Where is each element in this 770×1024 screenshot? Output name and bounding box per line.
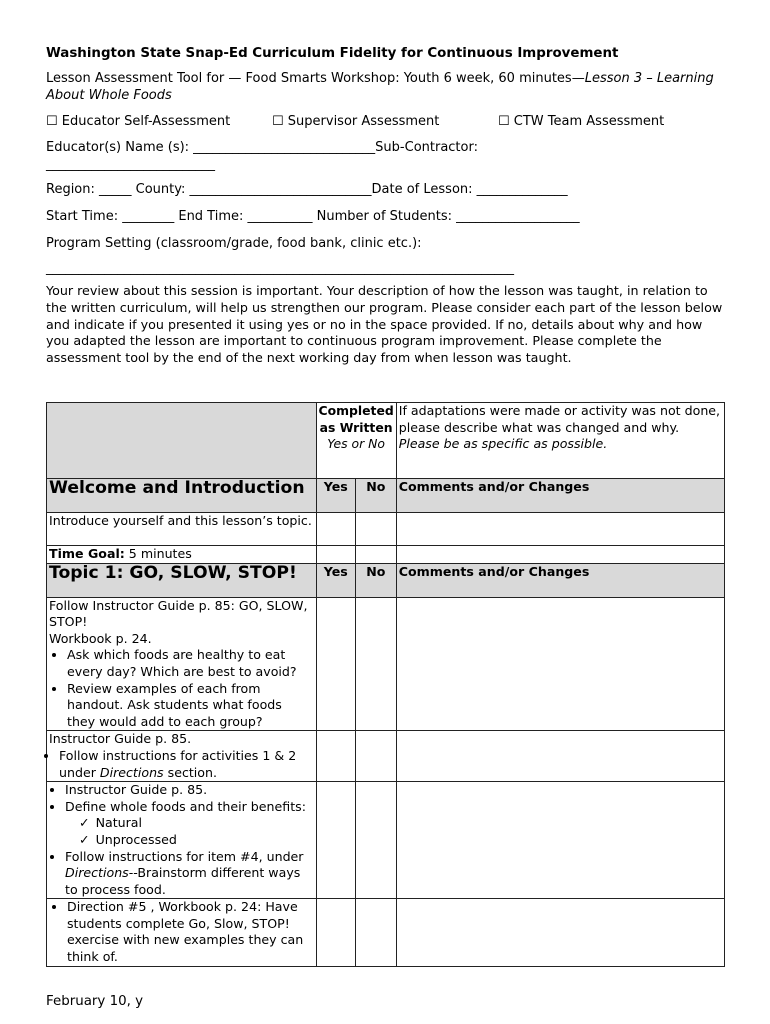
list-item: • Direction #5 , Workbook p. 24: Have students complete Go, Slow, STOP! exercise with new examples they can think of.	[67, 899, 314, 965]
list-item-text: --Brainstorm different ways to process food.	[65, 865, 301, 897]
list-item-text: Follow instructions for item #4, under	[65, 848, 304, 864]
supervisor-assessment-checkbox[interactable]: ☐ Supervisor Assessment	[272, 114, 440, 129]
lesson-description	[46, 70, 728, 104]
activity-bullets	[49, 748, 314, 781]
section-title-welcome: Welcome and Introduction	[47, 479, 317, 513]
section-header-welcome	[47, 479, 725, 513]
table-header-row	[47, 403, 725, 479]
list-item	[59, 748, 314, 781]
assessment-type-options	[46, 114, 728, 129]
check-item: ✓ Unprocessed	[95, 832, 314, 849]
yes-or-no-label: Yes or No	[327, 436, 385, 452]
comments-cell[interactable]	[396, 513, 724, 546]
activity-bullets	[49, 647, 314, 730]
header-blank-cell	[47, 403, 317, 479]
table-row	[47, 899, 725, 966]
table-row	[47, 546, 725, 564]
no-cell[interactable]	[355, 899, 396, 966]
lesson-title: Lesson 3 – Learning About Whole Foods	[46, 71, 714, 103]
program-setting-field[interactable]: ________________________________________________________________________	[46, 261, 514, 276]
time-goal	[47, 546, 317, 564]
educator-self-assessment-checkbox[interactable]: ☐ Educator Self-Assessment	[46, 114, 231, 129]
list-item	[65, 849, 314, 899]
yes-header: Yes	[316, 563, 355, 597]
no-cell[interactable]	[355, 546, 396, 564]
yes-cell[interactable]	[316, 597, 355, 731]
table-row	[47, 513, 725, 546]
activity-line: Instructor Guide p. 85.	[49, 731, 192, 747]
activity-bullets	[49, 782, 314, 898]
activity-line: Follow Instructor Guide p. 85: GO, SLOW, STOP!	[49, 597, 308, 630]
adaptations-italic: Please be as specific as possible.	[398, 436, 608, 452]
assessment-table	[46, 402, 725, 967]
document-title: Washington State Snap-Ed Curriculum Fidelity for Continuous Improvement	[46, 46, 619, 61]
ctw-team-assessment-checkbox[interactable]: ☐ CTW Team Assessment	[498, 114, 665, 129]
time-goal-label: Time Goal:	[49, 546, 125, 561]
activity-instructions-1-2	[47, 731, 317, 782]
program-setting-label: Program Setting (classroom/grade, food bank, clinic etc.):	[46, 236, 422, 251]
no-header: No	[355, 563, 396, 597]
no-cell[interactable]	[355, 782, 396, 899]
list-item-text: Follow instructions for activities 1 & 2 under	[59, 747, 297, 780]
no-cell[interactable]	[355, 597, 396, 731]
no-cell[interactable]	[355, 513, 396, 546]
activity-whole-foods	[47, 782, 317, 899]
yes-cell[interactable]	[316, 513, 355, 546]
comments-cell[interactable]	[396, 597, 724, 731]
activity-introduce: Introduce yourself and this lesson’s topic.	[47, 513, 317, 546]
comments-cell[interactable]	[396, 546, 724, 564]
list-item	[65, 799, 314, 849]
section-header-topic1	[47, 563, 725, 597]
completed-as-written-label: Completed as Written	[318, 403, 394, 435]
educator-name-field[interactable]	[46, 139, 728, 173]
completed-as-written-header	[316, 403, 396, 479]
yes-cell[interactable]	[316, 899, 355, 966]
list-item-text: Define whole foods and their benefits:	[65, 798, 306, 814]
list-item: • Review examples of each from handout. Ask students what foods they would add to each group?	[67, 681, 314, 731]
yes-cell[interactable]	[316, 546, 355, 564]
activity-line: Workbook p. 24.	[49, 630, 152, 646]
section-title-topic1: Topic 1: GO, SLOW, STOP!	[47, 563, 317, 597]
document-page	[46, 46, 728, 367]
list-item-italic: Directions	[65, 865, 129, 881]
comments-cell[interactable]	[396, 899, 724, 966]
table-row	[47, 782, 725, 899]
review-instructions: Your review about this session is important. Your description of how the lesson was taught, in relation to the written curriculum, will help us strengthen our program. Please consider each part of the lesson below and indicate if you presented it using yes or no in the space provided. If no, details about why and how you adapted the lesson are important to continuous program improvement. Please complete the assessment tool by the end of the next working day from when lesson was taught.	[46, 283, 723, 366]
lesson-prefix: Lesson Assessment Tool for — Food Smarts Workshop: Youth 6 week, 60 minutes—	[46, 71, 585, 86]
check-item: ✓ Natural	[95, 815, 314, 832]
comments-header: Comments and/or Changes	[396, 563, 724, 597]
yes-cell[interactable]	[316, 731, 355, 782]
educator-line-continued: __________________________	[46, 157, 215, 172]
table-row	[47, 731, 725, 782]
adaptations-header	[396, 403, 724, 479]
no-cell[interactable]	[355, 731, 396, 782]
region-county-date-field[interactable]: Region: _____ County: ____________________________Date of Lesson: ______________	[46, 182, 568, 197]
time-students-field[interactable]: Start Time: ________ End Time: __________ Number of Students: ___________________	[46, 209, 580, 224]
time-goal-value: 5 minutes	[124, 546, 192, 561]
no-header: No	[355, 479, 396, 513]
activity-bullets	[49, 899, 314, 965]
comments-cell[interactable]	[396, 731, 724, 782]
comments-header: Comments and/or Changes	[396, 479, 724, 513]
list-item: • Instructor Guide p. 85.	[65, 782, 314, 799]
comments-cell[interactable]	[396, 782, 724, 899]
adaptations-text: If adaptations were made or activity was not done, please describe what was changed and why.	[398, 403, 721, 435]
table-row	[47, 597, 725, 731]
educator-line: Educator(s) Name (s): ____________________________Sub-Contractor:	[46, 140, 478, 155]
footer-date: February 10, y	[46, 994, 144, 1009]
list-item: • Ask which foods are healthy to eat every day? Which are best to avoid?	[67, 647, 314, 680]
yes-header: Yes	[316, 479, 355, 513]
activity-direction-5	[47, 899, 317, 966]
activity-go-slow-stop	[47, 597, 317, 731]
checkmark-list	[65, 815, 314, 848]
yes-cell[interactable]	[316, 782, 355, 899]
list-item-text: section.	[163, 764, 217, 780]
list-item-italic: Directions	[99, 764, 164, 780]
